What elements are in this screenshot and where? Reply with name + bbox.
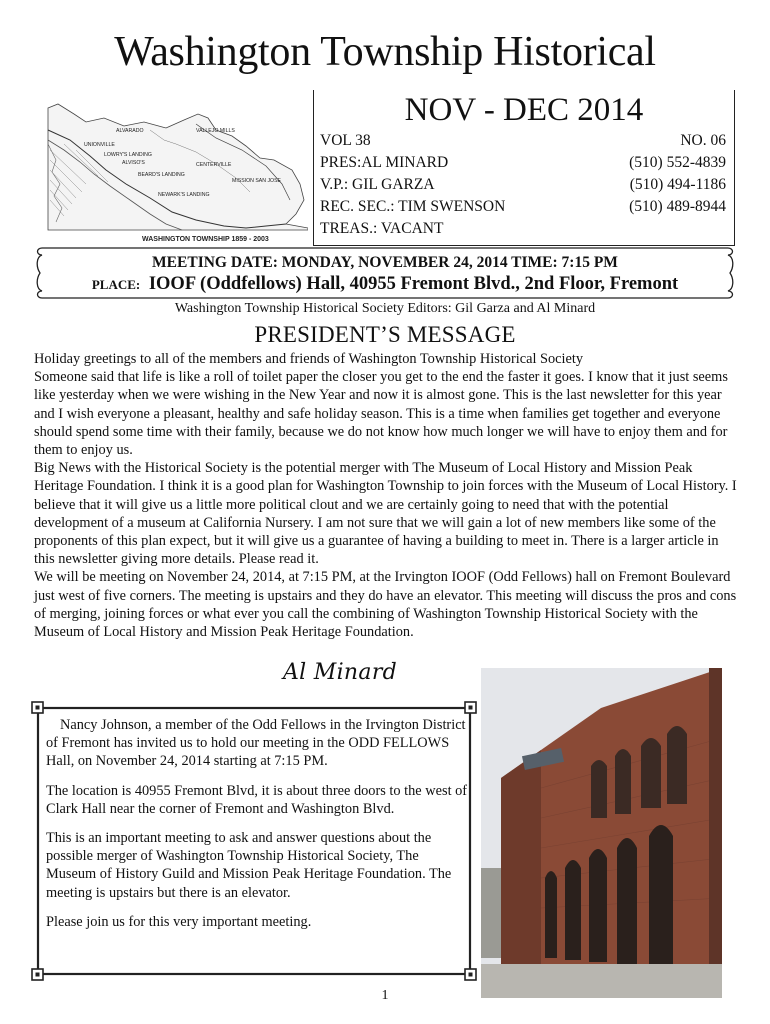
township-map-image xyxy=(46,100,308,244)
notice-paragraph: Nancy Johnson, a member of the Odd Fellows in the Irvington District of Fremont has invited us to hold our meeting in the ODD FELLOWS Hall, on November 24, 2014 starting at 7:15 PM. xyxy=(46,717,466,770)
vice-president-name: V.P.: GIL GARZA xyxy=(320,176,435,193)
message-paragraph: Someone said that life is like a roll of toilet paper the closer you get to the end the faster it goes. I know that it just seems like yesterday when we were wishing in the New Year and now it is almost gone. This is the last newsletter for this year and I wish everyone a pleasant, healthy and safe holiday season. This is a time when families get together and everyone should spend some time with their family, because we do not know how much longer we will have to enjoy them and for them to enjoy us. xyxy=(34,369,728,459)
map-label: ALVISO'S xyxy=(122,160,145,166)
map-label: BEARD'S LANDING xyxy=(138,172,185,178)
issue-number: NO. 06 xyxy=(680,132,726,149)
president-signature: Al Minard xyxy=(282,660,398,685)
treasurer-name: TREAS.: VACANT xyxy=(320,220,444,237)
map-label: CENTERVILLE xyxy=(196,162,232,168)
notice-paragraph: This is an important meeting to ask and answer questions about the possible merger of Washington Township Historical Society, The Museum of History Guild and Mission Peak Heritage Foundation. The meeting is upstairs but there is an elevator. xyxy=(46,830,452,901)
map-label: NEWARK'S LANDING xyxy=(158,192,210,198)
vice-president-phone: (510) 494-1186 xyxy=(629,176,726,193)
notice-paragraph: The location is 40955 Fremont Blvd, it is about three doors to the west of Clark Hall near the corner of Fremont and Washington Blvd. xyxy=(46,782,468,817)
president-name: PRES:AL MINARD xyxy=(320,154,449,171)
issue-date: NOV - DEC 2014 xyxy=(404,92,644,128)
place-label: PLACE: xyxy=(91,277,141,292)
map-label: VALLEJO MILLS xyxy=(196,128,235,134)
secretary-phone: (510) 489-8944 xyxy=(629,198,726,215)
map-label: UNIONVILLE xyxy=(84,142,115,148)
message-paragraph: Big News with the Historical Society is the potential merger with The Museum of Local History and Mission Peak Heritage Foundation. I think it is a good plan for Washington Township to join forces with the Museum of Local History. I believe that it will give us a little more political clout and we are certainly going to need that with the potential development of a museum at California Nursery. I am not sure that we will gain a lot of new members like some of the proponents of this plan expect, but it will give us a guarantee of having a building to meet in. There is a larger article in this newsletter giving more details. Please read it. xyxy=(34,460,737,568)
presidents-message-body xyxy=(34,350,738,641)
meeting-date-line: MEETING DATE: MONDAY, NOVEMBER 24, 2014 TIME: 7:15 PM xyxy=(152,254,618,271)
volume-label: VOL 38 xyxy=(320,132,371,149)
notice-paragraph: Please join us for this very important meeting. xyxy=(46,913,312,930)
presidents-message-heading: PRESIDENT’S MESSAGE xyxy=(254,322,516,347)
president-phone: (510) 552-4839 xyxy=(629,154,726,171)
meeting-place-line xyxy=(0,274,770,295)
page-number: 1 xyxy=(381,988,389,1003)
map-caption: WASHINGTON TOWNSHIP 1859 - 2003 xyxy=(142,236,269,243)
message-paragraph: We will be meeting on November 24, 2014, at 7:15 PM, at the Irvington IOOF (Odd Fellows) hall on Fremont Boulevard just west of five corners. The meeting is upstairs and they do have an elevator. This meeting will discuss the pros and cons of merging, joining forces or what ever you call the combining of Washington Township Historical Society with the Museum of Local History and Mission Peak Heritage Foundation. xyxy=(34,569,737,641)
info-row-treasurer xyxy=(320,220,726,238)
map-label: ALVARADO xyxy=(116,128,144,134)
place-value: IOOF (Oddfellows) Hall, 40955 Fremont Blvd., 2nd Floor, Fremont xyxy=(148,274,679,294)
info-row-volume xyxy=(320,132,726,150)
newsletter-title: Washington Township Historical xyxy=(114,29,656,75)
map-label: MISSION SAN JOSE xyxy=(232,178,282,184)
editors-line: Washington Township Historical Society Editors: Gil Garza and Al Minard xyxy=(174,301,596,316)
odd-fellows-hall-photo xyxy=(481,668,722,998)
secretary-name: REC. SEC.: TIM SWENSON xyxy=(320,198,506,215)
info-row-vice-president xyxy=(320,176,726,194)
info-row-secretary xyxy=(320,198,726,216)
message-paragraph: Holiday greetings to all of the members and friends of Washington Township Historical Society xyxy=(34,351,584,367)
info-row-president xyxy=(320,154,726,172)
issue-info-box xyxy=(313,90,735,246)
meeting-notice-body xyxy=(46,716,468,942)
map-label: LOWRY'S LANDING xyxy=(104,152,152,158)
